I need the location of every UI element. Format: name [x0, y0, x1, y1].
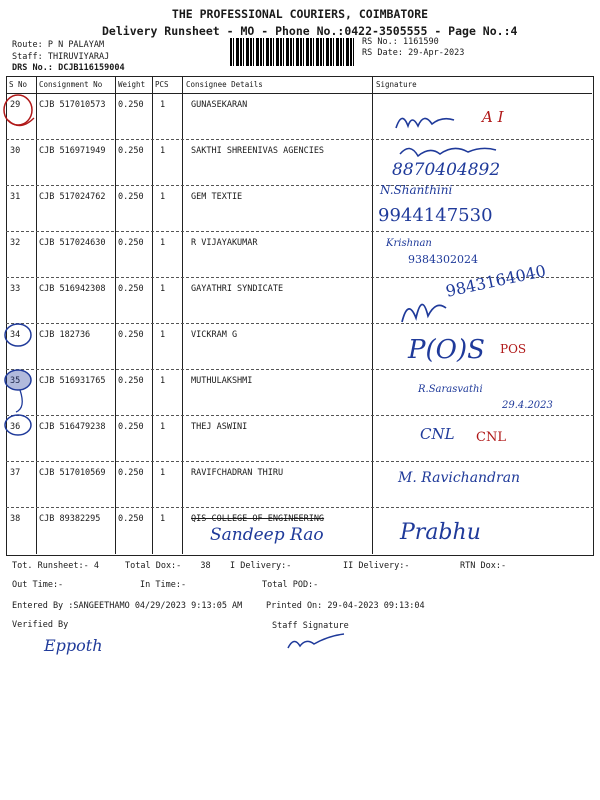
row-divider [6, 415, 594, 416]
row-pcs: 1 [160, 192, 166, 202]
row-weight: 0.250 [118, 468, 144, 478]
row-sno: 31 [10, 192, 21, 202]
row-divider [6, 185, 594, 186]
row-consignment-no: CJB 517024630 [39, 238, 106, 248]
row-pcs: 1 [160, 330, 166, 340]
signature-33 [398, 288, 450, 328]
row-weight: 0.250 [118, 192, 144, 202]
row-weight: 0.250 [118, 146, 144, 156]
row-sno: 33 [10, 284, 21, 294]
handwritten-note-36: CNL [476, 430, 506, 445]
drs-row [12, 63, 125, 73]
row-consignment-no: CJB 516971949 [39, 146, 106, 156]
row-pcs: 1 [160, 238, 166, 248]
handwritten-note-29: A I [482, 108, 504, 126]
row-sno: 35 [10, 376, 21, 386]
in-time: In Time:- [140, 580, 187, 590]
verified-signature: Eppoth [44, 636, 103, 655]
row-consignee: GUNASEKARAN [191, 100, 248, 110]
row-pcs: 1 [160, 514, 166, 524]
row-divider [6, 323, 594, 324]
i-delivery: I Delivery:- [230, 561, 292, 571]
row-divider [6, 507, 594, 508]
row-sno: 34 [10, 330, 21, 340]
row-consignment-no: CJB 516931765 [39, 376, 106, 386]
total-dox-value: 38 [200, 561, 211, 571]
total-pod: Total POD:- [262, 580, 319, 590]
runsheet-subtitle: Delivery Runsheet - MO - Phone No.:0422-3505555 - Page No.:4 [102, 24, 518, 38]
row-consignment-no: CJB 516479238 [39, 422, 106, 432]
total-dox [125, 561, 211, 571]
row-consignee: GEM TEXTIE [191, 192, 243, 202]
row-weight: 0.250 [118, 422, 144, 432]
rtn-dox: RTN Dox:- [460, 561, 507, 571]
printed-on: Printed On: 29-04-2023 09:13:04 [266, 601, 425, 611]
rs-no-value: 1161590 [402, 37, 439, 47]
row-pcs: 1 [160, 468, 166, 478]
route-value: P N PALAYAM [47, 40, 105, 50]
row-consignee: GAYATHRI SYNDICATE [191, 284, 284, 294]
handwritten-name-31: N.Shanthini [380, 183, 453, 197]
row-consignee: VICKRAM G [191, 330, 238, 340]
drs-value: DCJB116159004 [58, 63, 125, 73]
row-consignment-no: CJB 182736 [39, 330, 91, 340]
row-sno: 32 [10, 238, 21, 248]
rs-no-label: RS No.: [362, 37, 398, 47]
ii-delivery: II Delivery:- [343, 561, 410, 571]
verified-by-label: Verified By [12, 620, 69, 630]
handwritten-circles [0, 90, 40, 550]
row-divider [6, 231, 594, 232]
row-consignee: RAVIFCHADRAN THIRU [191, 468, 284, 478]
row-consignment-no: CJB 89382295 [39, 514, 101, 524]
row-consignee: SAKTHI SHREENIVAS AGENCIES [191, 146, 325, 156]
route-label: Route: [12, 40, 43, 50]
handwritten-phone-30: 8870404892 [392, 160, 501, 180]
staff-label: Staff: [12, 52, 43, 62]
company-title: THE PROFESSIONAL COURIERS, COIMBATORE [171, 7, 429, 21]
staff-signature-label: Staff Signature [272, 621, 349, 631]
col-header-sno: S No [9, 80, 28, 89]
row-weight: 0.250 [118, 284, 144, 294]
row-consignee: R VIJAYAKUMAR [191, 238, 258, 248]
handwritten-phone-33: 9843164040 [444, 261, 548, 301]
row-consignment-no: CJB 517010569 [39, 468, 106, 478]
row-pcs: 1 [160, 422, 166, 432]
col-divider [372, 76, 373, 554]
barcode-image [230, 38, 354, 66]
total-dox-label: Total Dox:- [125, 561, 182, 571]
row-sno: 36 [10, 422, 21, 432]
handwritten-date-35: 29.4.2023 [502, 400, 553, 411]
handwritten-name-35: R.Sarasvathi [418, 384, 483, 395]
row-sno: 29 [10, 100, 21, 110]
row-divider [6, 369, 594, 370]
staff-signature-scribble [284, 628, 354, 654]
handwritten-mark-36: CNL [420, 425, 455, 443]
row-sno: 30 [10, 146, 21, 156]
row-sno: 38 [10, 514, 21, 524]
handwritten-signature-38b: Prabhu [400, 520, 481, 545]
rs-date-row [362, 48, 464, 58]
tot-runsheet: Tot. Runsheet:- 4 [12, 561, 99, 571]
row-divider [6, 461, 594, 462]
row-weight: 0.250 [118, 376, 144, 386]
signature-30 [396, 140, 506, 162]
row-consignment-no: CJB 516942308 [39, 284, 106, 294]
row-consignee: THEJ ASWINI [191, 422, 248, 432]
handwritten-mark-34: P(O)S [408, 335, 485, 365]
staff-row [12, 52, 109, 62]
row-weight: 0.250 [118, 330, 144, 340]
row-consignee: QIS COLLEGE OF ENGINEERING [191, 514, 325, 524]
staff-value: THIRUVIYARAJ [47, 52, 110, 62]
handwritten-signature-37: M. Ravichandran [398, 470, 521, 486]
row-weight: 0.250 [118, 238, 144, 248]
rs-date-label: RS Date: [362, 48, 403, 58]
row-weight: 0.250 [118, 100, 144, 110]
header-divider [6, 93, 592, 94]
col-header-pcs: PCS [155, 80, 169, 89]
handwritten-signature-38a: Sandeep Rao [210, 525, 324, 545]
row-consignment-no: CJB 517024762 [39, 192, 106, 202]
col-header-weight: Weight [118, 80, 146, 89]
route-row [12, 40, 104, 50]
row-consignee: MUTHULAKSHMI [191, 376, 253, 386]
row-consignment-no: CJB 517010573 [39, 100, 106, 110]
signature-29 [392, 108, 462, 136]
handwritten-phone-31: 9944147530 [378, 205, 493, 226]
out-time: Out Time:- [12, 580, 64, 590]
drs-label: DRS No.: [12, 63, 53, 73]
rs-no-row [362, 37, 439, 47]
col-divider [182, 76, 183, 554]
handwritten-note-34: POS [500, 342, 527, 356]
entered-by: Entered By :SANGEETHAMO 04/29/2023 9:13:05 AM [12, 601, 243, 611]
col-header-consignment: Consignment No [39, 80, 103, 89]
row-pcs: 1 [160, 284, 166, 294]
row-sno: 37 [10, 468, 21, 478]
col-header-consignee: Consignee Details [186, 80, 263, 89]
row-pcs: 1 [160, 376, 166, 386]
row-weight: 0.250 [118, 514, 144, 524]
handwritten-name-32: Krishnan [386, 238, 432, 249]
handwritten-phone-32: 9384302024 [408, 253, 478, 266]
row-pcs: 1 [160, 146, 166, 156]
row-pcs: 1 [160, 100, 166, 110]
col-divider [115, 76, 116, 554]
col-header-signature: Signature [376, 80, 417, 89]
col-divider [152, 76, 153, 554]
rs-date-value: 29-Apr-2023 [408, 48, 465, 58]
